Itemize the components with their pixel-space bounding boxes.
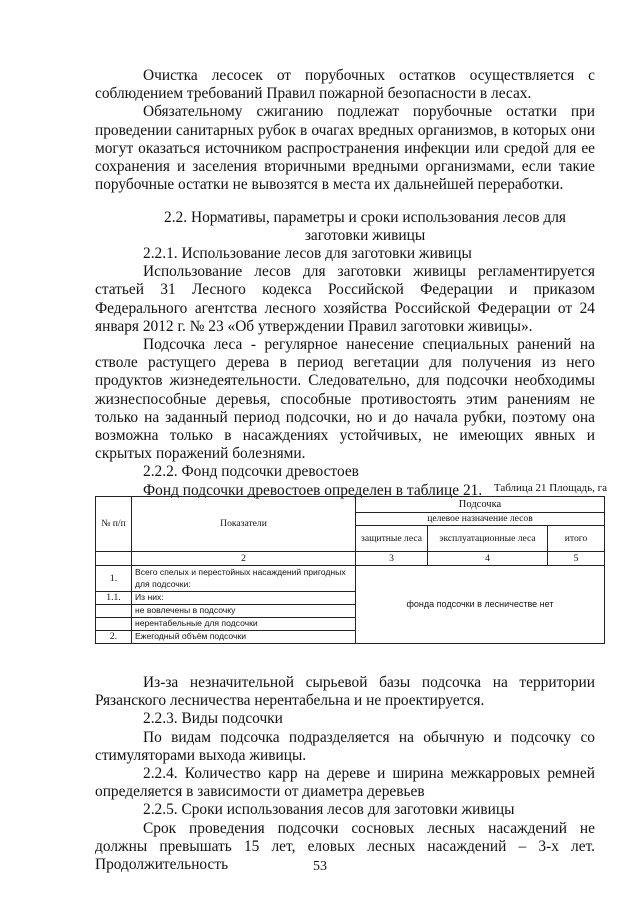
paragraph-2-2-4: 2.2.4. Количество карр на дереве и ширина межкарровых ремней определяется в зависимости от диаметра деревьев: [95, 765, 595, 801]
table-row: [96, 566, 605, 592]
table-caption: Таблица 21 Площадь, га: [493, 482, 607, 494]
header-podsochka: Подсочка: [356, 497, 605, 513]
subheading-2-2-5: 2.2.5. Сроки использования лесов для заготовки живицы: [143, 801, 515, 819]
subheading-2-2-2: 2.2.2. Фонд подсочки древостоев: [143, 463, 359, 481]
table-21: [95, 496, 605, 644]
paragraph-terms: Срок проведения подсочки сосновых лесных насаждений не должны превышать 15 лет, еловых лесных насаждений – 3-х лет. Продолжительность: [95, 819, 595, 874]
row-num: [96, 605, 132, 618]
row-label: нерентабельные для подсочки: [132, 618, 356, 631]
section-2-2-1-block: [95, 245, 595, 500]
paragraph-burning: Обязательному сжиганию подлежат порубочные остатки при проведении санитарных рубок в очагах вредных организмов, в которых они могут оказаться источником распространения инфекции или средой для ее сохранения и заселения вторичными вредными организмами, если такие порубочные остатки не вывозятся в места их дальнейшей переработки.: [95, 103, 595, 194]
page-number: 53: [313, 859, 327, 874]
colnum-2: 2: [132, 552, 356, 566]
section-heading-2-2: 2.2. Нормативы, параметры и сроки использования лесов для заготовки живицы: [164, 209, 566, 245]
colnum-5: 5: [548, 552, 605, 566]
header-num: № п/п: [96, 497, 132, 552]
paragraph-types: По видам подсочка подразделяется на обычную и подсочку со стимуляторами выхода живицы.: [95, 728, 595, 764]
row-label: Ежегодный объём подсочки: [132, 631, 356, 644]
merged-value-cell: фонда подсочки в лесничестве нет: [356, 566, 605, 644]
row-label: Из них:: [132, 592, 356, 605]
after-table-block: [95, 674, 595, 874]
row-num: [96, 618, 132, 631]
paragraph-table-ref: Фонд подсочки древостоев определен в таблице 21.: [143, 481, 483, 499]
colnum-4: 4: [428, 552, 548, 566]
row-num: 2.: [96, 631, 132, 644]
header-protective: защитные леса: [356, 526, 428, 552]
subheading-2-2-1: 2.2.1. Использование лесов для заготовки живицы: [143, 245, 472, 262]
subheading-2-2-3: 2.2.3. Виды подсочки: [143, 710, 283, 728]
header-exploitation: эксплуатационные леса: [428, 526, 548, 552]
paragraph-not-designed: Из-за незначительной сырьевой базы подсочка на территории Рязанского лесничества нерентабельна и не проектируется.: [95, 674, 595, 710]
row-num: 1.1.: [96, 592, 132, 605]
paragraph-regulation: Использование лесов для заготовки живицы регламентируется статьей 31 Лесного кодекса Российской Федерации и приказом Федерального агентства лесного хозяйства Российской Федерации от 24 января 2012 г. № 23 «Об утверждении Правил заготовки живицы».: [95, 263, 595, 335]
header-total: итого: [548, 526, 605, 552]
row-label: Всего спелых и перестойных насаждений пригодных для подсочки:: [132, 566, 356, 592]
row-label: не вовлечены в подсочку: [132, 605, 356, 618]
paragraph-definition: Подсочка леса - регулярное нанесение специальных ранений на стволе растущего дерева в период вегетации для получения из него продуктов жизнедеятельности. Следовательно, для подсочки необходимы жизнеспособные деревья, способные противостоять этим ранениям не только на заданный период подсочки, но и до начала рубки, поэтому она возможна только в насаждениях устойчивых, не имеющих явных и скрытых поражений болезнями.: [95, 336, 595, 463]
row-num: 1.: [96, 566, 132, 592]
header-indicators: Показатели: [132, 497, 356, 552]
intro-block: [95, 67, 595, 194]
paragraph-cleaning: Очистка лесосек от порубочных остатков осуществляется с соблюдением требований Правил пожарной безопасности в лесах.: [95, 67, 595, 103]
colnum-1: [96, 552, 132, 566]
colnum-3: 3: [356, 552, 428, 566]
header-purpose: целевое назначение лесов: [356, 513, 605, 526]
